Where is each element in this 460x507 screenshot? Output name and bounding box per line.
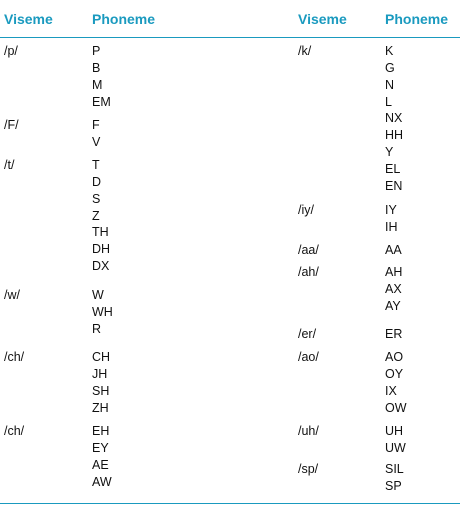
right-phoneme-cell: N (385, 77, 395, 92)
header-rule (0, 37, 460, 38)
header-left-phoneme: Phoneme (92, 11, 156, 27)
left-phoneme-cell: EY (92, 440, 109, 455)
right-phoneme-cell: SIL (385, 462, 404, 476)
left-phoneme-cell: M (92, 77, 103, 92)
left-phoneme-cell: S (92, 191, 101, 206)
left-phoneme-cell: R (92, 321, 102, 336)
right-phoneme-cell: HH (385, 128, 404, 143)
right-viseme-cell: /uh/ (298, 424, 319, 438)
header-left-viseme: Viseme (4, 11, 53, 27)
right-phoneme-cell: AO (385, 350, 404, 364)
right-phoneme-cell: AA (385, 243, 402, 257)
left-viseme-cell: /p/ (4, 44, 18, 58)
left-phoneme-cell: EH (92, 424, 110, 438)
right-phoneme-cell: SP (385, 478, 402, 493)
left-phoneme-cell: DX (92, 259, 110, 274)
right-viseme-cell: /k/ (298, 44, 312, 58)
left-phoneme-cell: T (92, 158, 100, 172)
right-viseme-cell: /aa/ (298, 243, 319, 257)
left-phoneme-cell: V (92, 134, 101, 149)
right-viseme-cell: /ao/ (298, 350, 319, 364)
left-phoneme-cell: AE (92, 457, 109, 472)
left-viseme-cell: /ch/ (4, 424, 25, 438)
left-phoneme-cell: SH (92, 383, 110, 398)
right-phoneme-cell: OY (385, 366, 404, 381)
left-viseme-cell: /t/ (4, 158, 15, 172)
right-phoneme-cell: IY (385, 203, 397, 217)
right-phoneme-cell: AY (385, 298, 401, 313)
right-viseme-cell: /ah/ (298, 265, 319, 279)
right-phoneme-cell: IH (385, 219, 398, 234)
left-viseme-cell: /F/ (4, 118, 19, 132)
right-phoneme-cell: AH (385, 265, 403, 279)
right-phoneme-cell: UW (385, 440, 406, 455)
left-phoneme-cell: Z (92, 208, 100, 223)
right-phoneme-cell: NX (385, 111, 403, 126)
left-phoneme-cell: B (92, 60, 101, 75)
right-viseme-cell: /er/ (298, 327, 317, 341)
right-phoneme-cell: OW (385, 400, 407, 415)
left-phoneme-cell: D (92, 174, 102, 189)
right-viseme-cell: /sp/ (298, 462, 319, 476)
left-viseme-cell: /ch/ (4, 350, 25, 364)
left-phoneme-cell: F (92, 118, 100, 132)
left-phoneme-cell: P (92, 44, 101, 58)
right-phoneme-cell: EN (385, 178, 403, 193)
right-phoneme-cell: G (385, 60, 395, 75)
right-phoneme-cell: UH (385, 424, 404, 438)
left-viseme-cell: /w/ (4, 288, 20, 302)
left-phoneme-cell: TH (92, 225, 109, 240)
left-phoneme-cell: AW (92, 474, 112, 489)
left-phoneme-cell: CH (92, 350, 111, 364)
right-phoneme-cell: AX (385, 281, 402, 296)
left-phoneme-cell: WH (92, 304, 113, 319)
header-right-viseme: Viseme (298, 11, 347, 27)
right-phoneme-cell: Y (385, 145, 394, 160)
right-phoneme-cell: K (385, 44, 394, 58)
left-phoneme-cell: W (92, 288, 104, 302)
left-phoneme-cell: JH (92, 366, 108, 381)
right-phoneme-cell: ER (385, 327, 403, 341)
right-phoneme-cell: L (385, 94, 392, 109)
left-phoneme-cell: DH (92, 242, 111, 257)
right-phoneme-cell: EL (385, 161, 401, 176)
right-phoneme-cell: IX (385, 383, 397, 398)
right-viseme-cell: /iy/ (298, 203, 314, 217)
header-right-phoneme: Phoneme (385, 11, 449, 27)
left-phoneme-cell: ZH (92, 400, 109, 415)
left-phoneme-cell: EM (92, 94, 111, 109)
bottom-rule (0, 503, 460, 504)
